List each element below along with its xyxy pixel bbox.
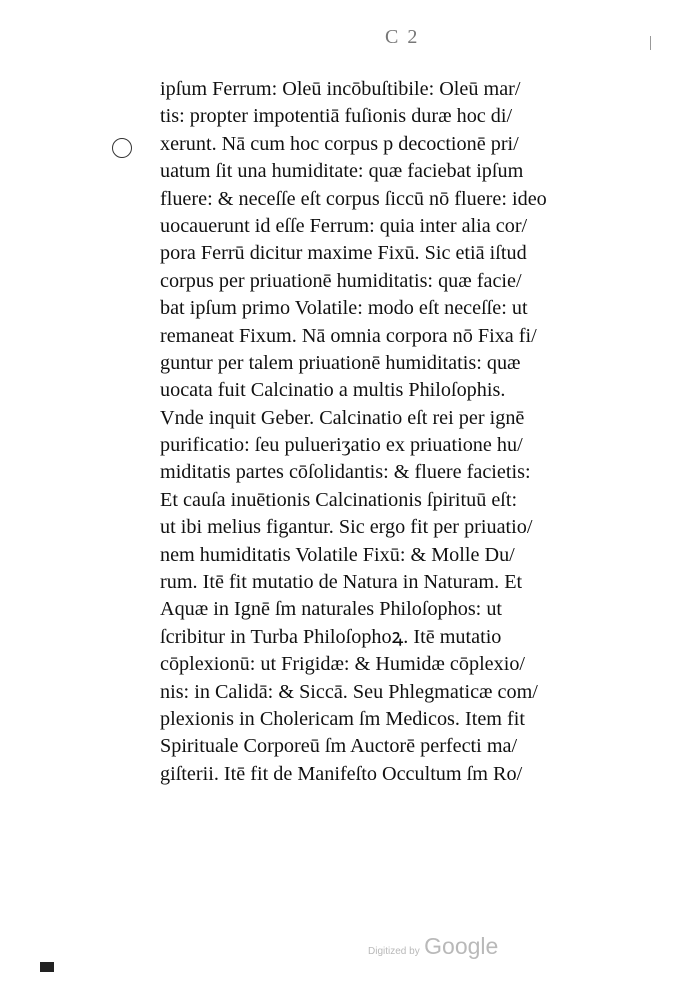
text-line: fluere: & neceſſe eſt corpus ſiccū nō fluere: ideo — [160, 187, 547, 210]
text-line: ſcribitur in Turba Philoſophoꝝ. Itē mutatio — [160, 625, 502, 648]
text-line: pora Ferrū dicitur maxime Fixū. Sic etiā iſtud — [160, 242, 527, 265]
corner-scan-mark — [40, 962, 54, 972]
margin-circle-mark — [112, 138, 132, 158]
text-line: purificatio: ſeu pulueriʒatio ex priuatione hu/ — [160, 434, 523, 457]
text-line: Spirituale Corporeū ſm Auctorē perfecti ma/ — [160, 735, 518, 758]
text-line: remaneat Fixum. Nā omnia corpora nō Fixa fi/ — [160, 324, 537, 347]
watermark-brand: Google — [424, 933, 499, 959]
page-folio: C 2 — [385, 26, 420, 48]
text-line: corpus per priuationē humiditatis: quæ facie/ — [160, 269, 522, 292]
text-line: guntur per talem priuationē humiditatis: quæ — [160, 351, 521, 374]
text-line: uocata fuit Calcinatio a multis Philoſophis. — [160, 379, 506, 402]
text-line: miditatis partes cōſolidantis: & fluere facietis: — [160, 461, 531, 484]
text-line: Vnde inquit Geber. Calcinatio eſt rei per ignē — [160, 406, 525, 429]
text-line: tis: propter impotentiā fuſionis duræ hoc di/ — [160, 105, 513, 128]
edge-tick — [650, 36, 651, 50]
text-line: cōplexionū: ut Frigidæ: & Humidæ cōplexio/ — [160, 653, 526, 676]
text-line: ipſum Ferrum: Oleū incōbuſtibile: Oleū mar/ — [160, 78, 521, 100]
text-line: ut ibi melius figantur. Sic ergo fit per priuatio/ — [160, 516, 533, 539]
text-line: Et cauſa inuētionis Calcinationis ſpirituū eſt: — [160, 488, 518, 511]
text-line: giſterii. Itē fit de Manifeſto Occultum ſm Ro/ — [160, 762, 523, 785]
google-watermark — [368, 933, 498, 960]
text-block — [160, 76, 590, 788]
text-line: uocauerunt id eſſe Ferrum: quia inter alia cor/ — [160, 214, 528, 237]
text-line: rum. Itē fit mutatio de Natura in Naturam. Et — [160, 571, 523, 594]
text-line: Aquæ in Ignē ſm naturales Philoſophos: ut — [160, 598, 503, 621]
text-line: xerunt. Nā cum hoc corpus p decoctionē pri/ — [160, 132, 519, 155]
text-line: nem humiditatis Volatile Fixū: & Molle Du/ — [160, 543, 515, 566]
text-line: uatum ſit una humiditate: quæ faciebat ipſum — [160, 160, 524, 183]
text-line: bat ipſum primo Volatile: modo eſt neceſſe: ut — [160, 297, 528, 320]
text-line: nis: in Calidā: & Siccā. Seu Phlegmaticæ com/ — [160, 680, 538, 703]
text-line: plexionis in Cholericam ſm Medicos. Item fit — [160, 707, 525, 730]
watermark-prefix: Digitized by — [368, 946, 420, 957]
